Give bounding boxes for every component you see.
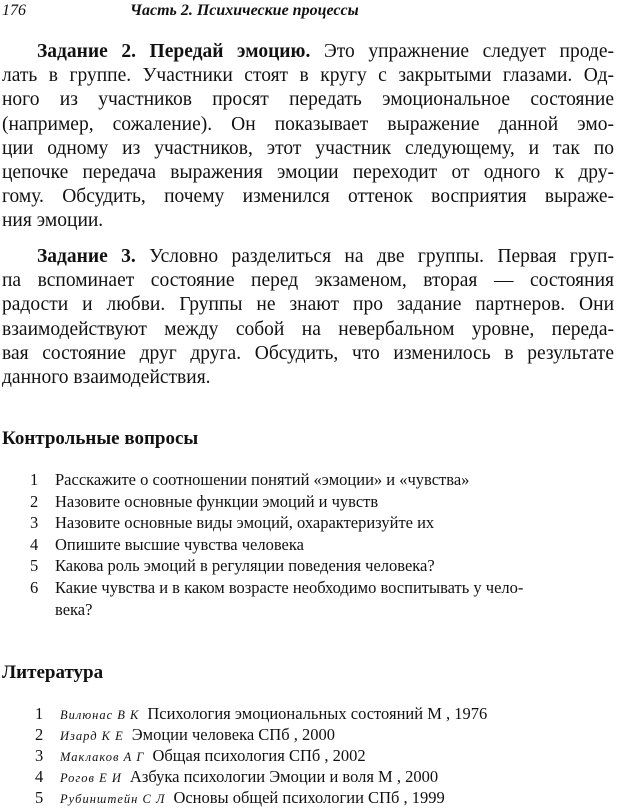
task-3-paragraph — [2, 245, 614, 390]
text-line: радости и любви. Группы не знают про задание партнеров. Они — [2, 294, 614, 316]
task-3-title: Задание 3. — [37, 246, 136, 267]
questions-heading: Контрольные вопросы — [2, 428, 199, 449]
list-item: 5 Рубинштейн С Л Основы общей психологии СПб , 1999 — [35, 788, 445, 807]
text-line: ния эмоции. — [2, 210, 104, 232]
text-line: взаимодействуют между собой на невербальном уровне, переда- — [2, 318, 614, 340]
text-line: (например, сожаление). Он показывает выражение данной эмо- — [2, 113, 614, 135]
text-line: вая состояние друг друга. Обсудить, что изменилось в результате — [2, 342, 614, 364]
running-head: Часть 2. Психические процессы — [130, 2, 359, 19]
list-item: 1 Вилюнас В К Психология эмоциональных состояний М , 1976 — [35, 704, 488, 723]
text-line: па вспоминает состояние перед экзаменом, вторая — состояния — [2, 270, 614, 292]
list-item: 4 Рогов Е И Азбука психологии Эмоции и воля М , 2000 — [35, 767, 439, 786]
list-item: 6 Какие чувства и в каком возрасте необходимо воспитывать у чело- века? — [30, 577, 524, 619]
text-line: ции одному из участников, этот участник следующему, и так по — [2, 137, 614, 159]
page-number: 176 — [2, 2, 26, 19]
text-line: Задание 3. Условно разделиться на две группы. Первая груп- — [37, 246, 614, 267]
literature-list — [0, 704, 620, 809]
list-item: 3 Маклаков А Г Общая психология СПб , 2002 — [35, 746, 366, 765]
task-2-paragraph — [2, 40, 614, 234]
literature-heading: Литература — [2, 662, 104, 683]
list-item: 4 Опишите высшие чувства человека — [30, 534, 304, 554]
text-line: ного из участников просят передать эмоциональное состояние — [2, 89, 614, 111]
text-line: данного взаимодействия. — [2, 366, 211, 388]
list-item: 3 Назовите основные виды эмоций, охарактеризуйте их — [30, 513, 435, 533]
questions-list — [0, 470, 620, 619]
text-line: Задание 2. Передай эмоцию. Это упражнение следует проде- — [37, 41, 615, 62]
text-line: гому. Обсудить, почему изменился оттенок восприятия выраже- — [2, 186, 614, 208]
page-header — [0, 2, 620, 22]
task-2-title: Задание 2. Передай эмоцию. — [37, 41, 311, 62]
list-item: 2 Изард К Е Эмоции человека СПб , 2000 — [35, 725, 335, 744]
text-line: лать в группе. Участники стоят в кругу с закрытыми глазами. Од- — [2, 65, 614, 87]
list-item: 1 Расскажите о соотношении понятий «эмоции» и «чувства» — [30, 470, 470, 489]
list-item: 2 Назовите основные функции эмоций и чувств — [30, 491, 379, 511]
text-line: цепочке передача выражения эмоции переходит от одного к дру- — [2, 161, 614, 183]
list-item: 5 Какова роль эмоций в регуляции поведения человека? — [30, 556, 435, 576]
